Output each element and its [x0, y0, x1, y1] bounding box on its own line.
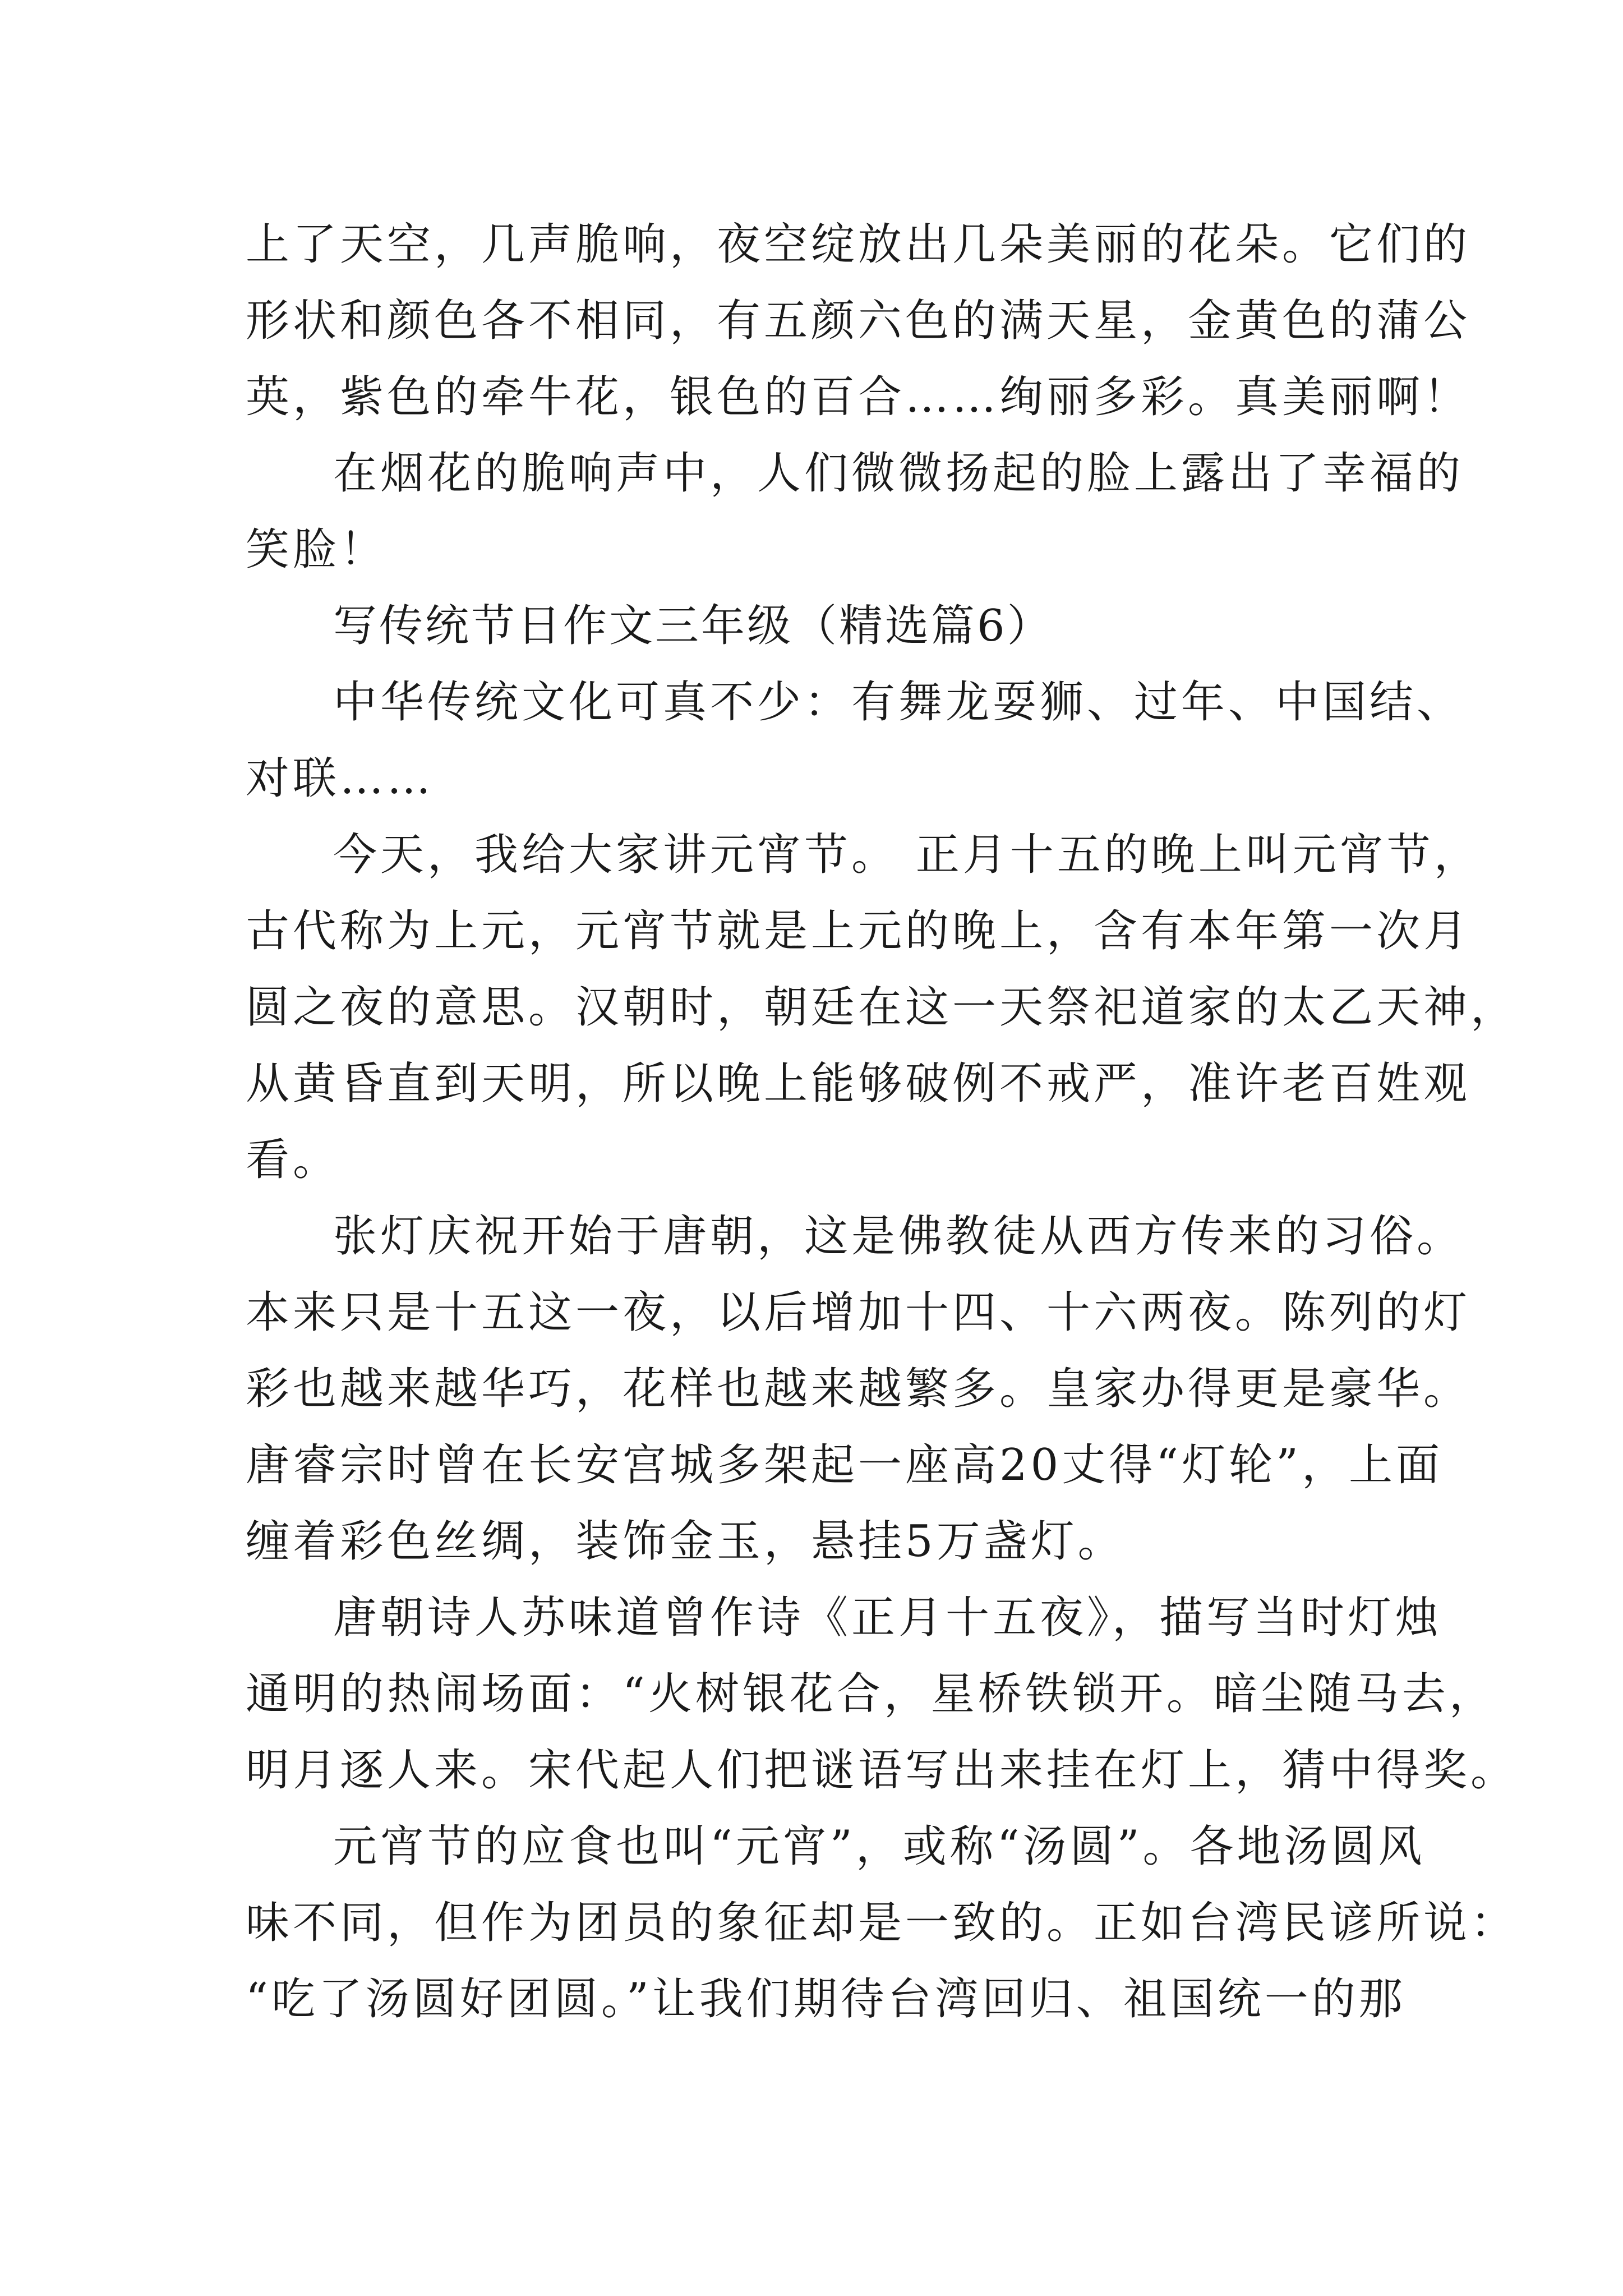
text-line: 古代称为上元，元宵节就是上元的晚上，含有本年第一次月 — [246, 906, 1471, 956]
text-line: 本来只是十五这一夜，以后增加十四、十六两夜。陈列的灯 — [246, 1287, 1471, 1338]
paragraph-first-line: 张灯庆祝开始于唐朝，这是佛教徒从西方传来的习俗。 — [333, 1211, 1464, 1262]
text-line: 缠着彩色丝绸，装饰金玉，悬挂5万盏灯。 — [246, 1516, 1125, 1567]
text-line: 彩也越来越华巧，花样也越来越繁多。皇家办得更是豪华。 — [246, 1364, 1471, 1414]
text-line: 明月逐人来。宋代起人们把谜语写出来挂在灯上，猜中得奖。 — [246, 1745, 1518, 1796]
text-line: 形状和颜色各不相同，有五颜六色的满天星，金黄色的蒲公 — [246, 296, 1471, 346]
text-line: 对联…… — [246, 753, 435, 804]
text-line: 味不同，但作为团员的象征却是一致的。正如台湾民谚所说： — [246, 1898, 1518, 1948]
text-line: 上了天空，几声脆响，夜空绽放出几朵美丽的花朵。它们的 — [246, 219, 1471, 270]
paragraph-first-line: 今天，我给大家讲元宵节。 正月十五的晚上叫元宵节， — [333, 830, 1481, 880]
text-line: 唐睿宗时曾在长安宫城多架起一座高20丈得“灯轮”，上面 — [246, 1440, 1444, 1490]
text-line: 看。 — [246, 1135, 340, 1185]
document-body — [246, 206, 1518, 2037]
paragraph-first-line: 唐朝诗人苏味道曾作诗《正月十五夜》，描写当时灯烛 — [333, 1593, 1442, 1643]
paragraph-first-line: 中华传统文化可真不少：有舞龙耍狮、过年、中国结、 — [333, 677, 1464, 728]
text-line: 从黄昏直到天明，所以晚上能够破例不戒严，准许老百姓观 — [246, 1059, 1471, 1109]
text-line: 通明的热闹场面：“火树银花合，星桥铁锁开。暗尘随马去， — [246, 1669, 1496, 1719]
text-line: 英，紫色的牵牛花，银色的百合……绚丽多彩。真美丽啊！ — [246, 372, 1471, 422]
paragraph-first-line: 在烟花的脆响声中，人们微微扬起的脸上露出了幸福的 — [333, 448, 1464, 499]
text-line: 笑脸！ — [246, 524, 388, 575]
text-line: 圆之夜的意思。汉朝时，朝廷在这一天祭祀道家的太乙天神， — [246, 982, 1518, 1033]
text-line: “吃了汤圆好团圆。”让我们期待台湾回归、祖国统一的那 — [246, 1974, 1406, 2024]
paragraph-first-line: 元宵节的应食也叫“元宵”，或称“汤圆”。各地汤圆风 — [333, 1821, 1426, 1872]
section-heading: 写传统节日作文三年级（精选篇6） — [333, 601, 1053, 651]
